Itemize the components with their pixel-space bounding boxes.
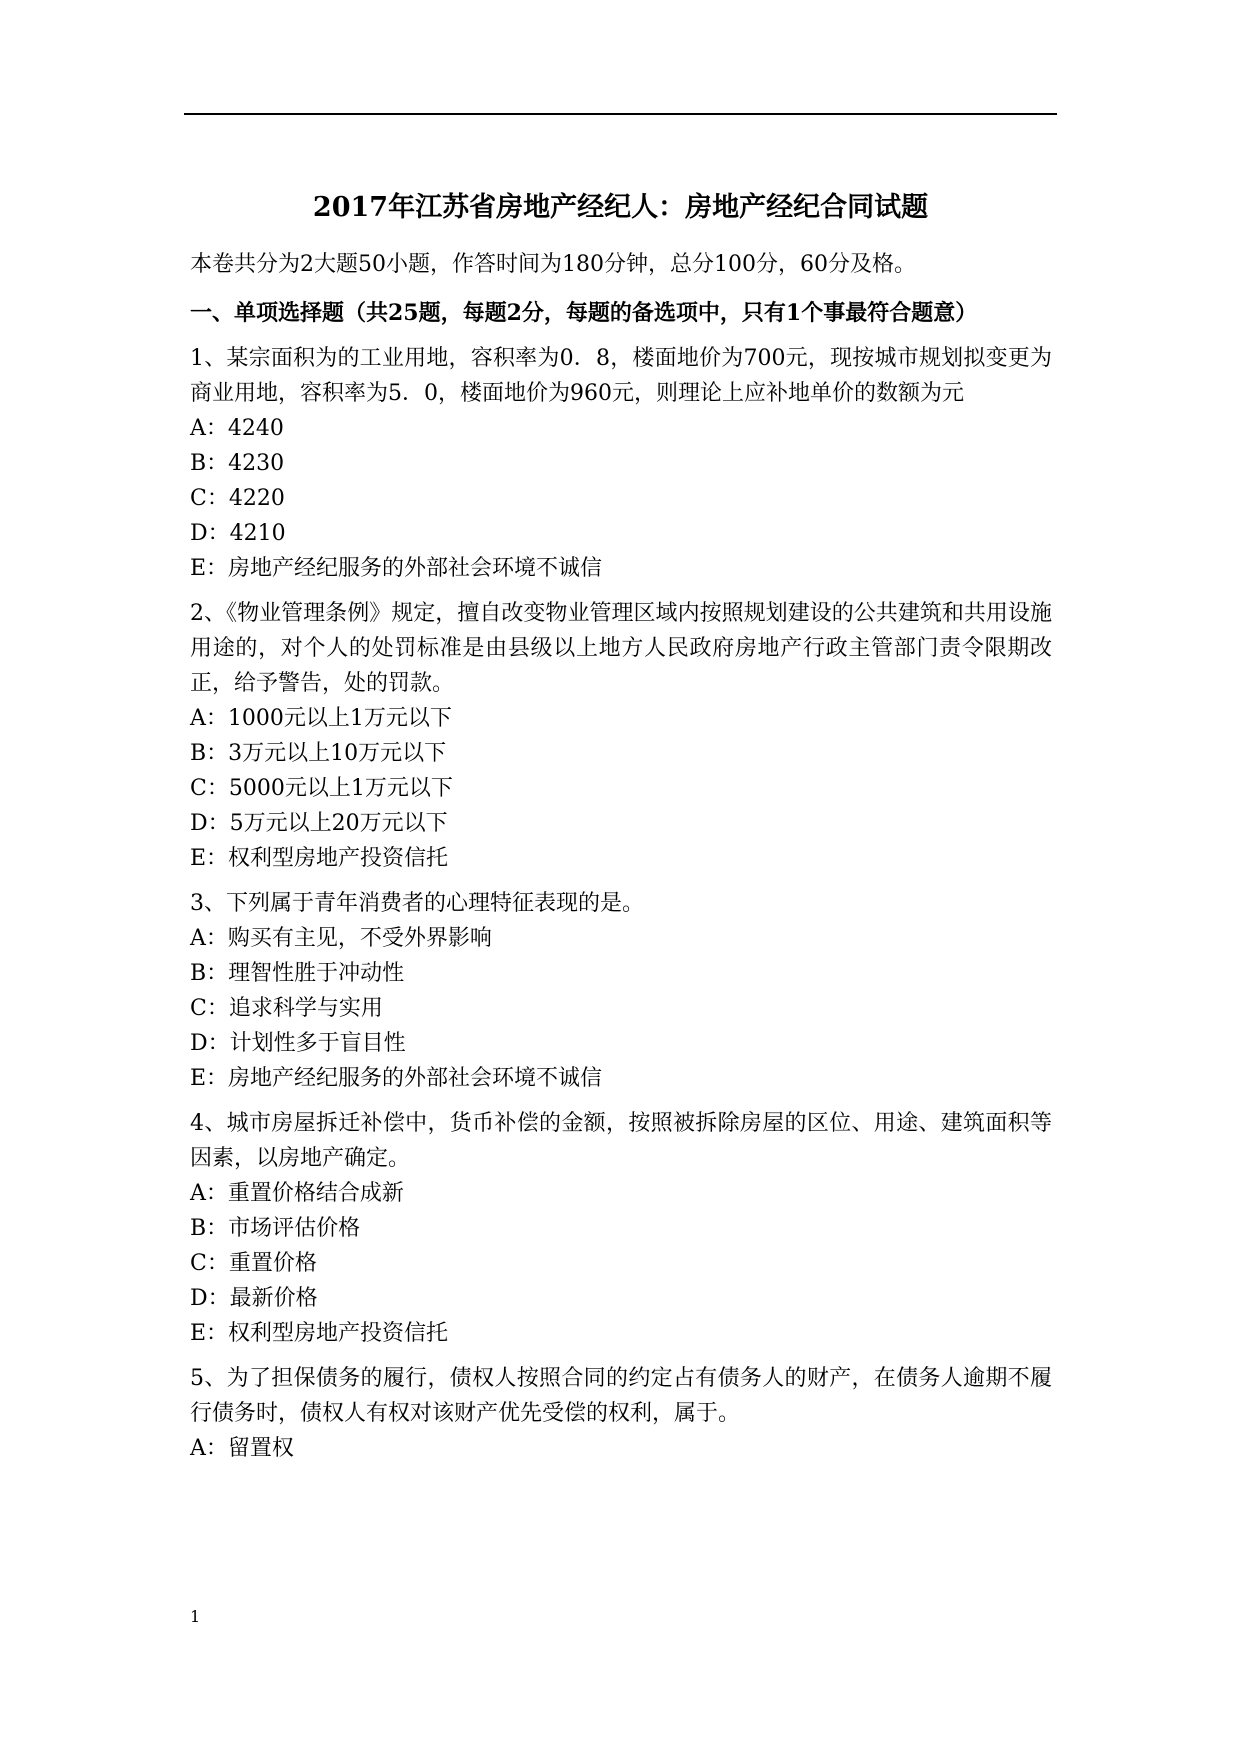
option-c: C：4220 — [190, 486, 285, 511]
question-stem: 1、某宗面积为的工业用地，容积率为0．8，楼面地价为700元，现按城市规划拟变更为商业用地，容积率为5．0，楼面地价为960元，则理论上应补地单价的数额为元 — [190, 346, 1052, 406]
question-stem: 3、下列属于青年消费者的心理特征表现的是。 — [190, 891, 644, 916]
question-stem: 5、为了担保债务的履行，债权人按照合同的约定占有债务人的财产，在债务人逾期不履行债务时，债权人有权对该财产优先受偿的权利，属于。 — [190, 1366, 1052, 1426]
option-b: B：3万元以上10万元以下 — [190, 741, 447, 766]
option-a: A：重置价格结合成新 — [190, 1181, 404, 1206]
option-e: E：权利型房地产投资信托 — [190, 846, 449, 871]
option-d: D：计划性多于盲目性 — [190, 1031, 406, 1056]
question-2 — [190, 596, 1052, 876]
option-e: E：房地产经纪服务的外部社会环境不诚信 — [190, 1066, 603, 1091]
question-3 — [190, 886, 1052, 1096]
option-a: A：留置权 — [190, 1436, 294, 1461]
document-title: 2017年江苏省房地产经纪人：房地产经纪合同试题 — [312, 192, 929, 223]
page-number: 1 — [190, 1607, 201, 1626]
option-d: D：最新价格 — [190, 1286, 318, 1311]
option-c: C：追求科学与实用 — [190, 996, 383, 1021]
option-b: B：市场评估价格 — [190, 1216, 361, 1241]
question-1 — [190, 341, 1052, 586]
document-body — [190, 248, 1052, 1466]
option-b: B：4230 — [190, 451, 285, 476]
option-d: D：4210 — [190, 521, 286, 546]
option-e: E：权利型房地产投资信托 — [190, 1321, 449, 1346]
option-c: C：5000元以上1万元以下 — [190, 776, 453, 801]
question-stem: 2、《物业管理条例》规定，擅自改变物业管理区域内按照规划建设的公共建筑和共用设施用途的，对个人的处罚标准是由县级以上地方人民政府房地产行政主管部门责令限期改正，给予警告，处的罚款。 — [190, 601, 1052, 696]
option-a: A：购买有主见，不受外界影响 — [190, 926, 492, 951]
section-heading: 一、单项选择题（共25题，每题2分，每题的备选项中，只有1个事最符合题意） — [190, 300, 978, 326]
option-c: C：重置价格 — [190, 1251, 317, 1276]
exam-intro: 本卷共分为2大题50小题，作答时间为180分钟，总分100分，60分及格。 — [190, 252, 916, 277]
option-b: B：理智性胜于冲动性 — [190, 961, 405, 986]
option-a: A：4240 — [190, 416, 284, 441]
option-a: A：1000元以上1万元以下 — [190, 706, 452, 731]
question-4 — [190, 1106, 1052, 1351]
option-d: D：5万元以上20万元以下 — [190, 811, 448, 836]
option-e: E：房地产经纪服务的外部社会环境不诚信 — [190, 556, 603, 581]
header-rule — [184, 113, 1057, 115]
question-stem: 4、城市房屋拆迁补偿中，货币补偿的金额，按照被拆除房屋的区位、用途、建筑面积等因素，以房地产确定。 — [190, 1111, 1052, 1171]
question-5 — [190, 1361, 1052, 1466]
